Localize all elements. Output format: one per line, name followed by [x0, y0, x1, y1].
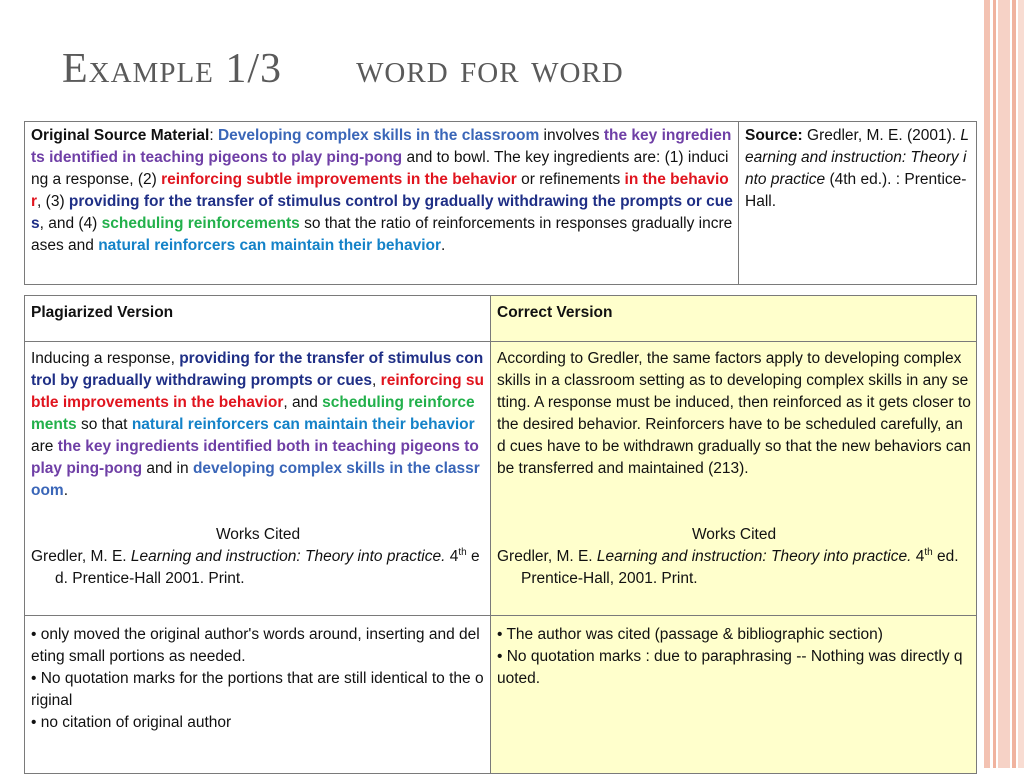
- plag-p9: are: [31, 438, 58, 455]
- src-seg2: involves: [539, 127, 604, 144]
- plag-cite-book: Learning and instruction: Theory into practice.: [130, 548, 446, 565]
- plag-note-item: • No quotation marks for the portions that are still identical to the original: [31, 670, 484, 709]
- original-source-label: Original Source Material: [31, 127, 210, 144]
- plag-works-cited: Works Cited: [215, 526, 301, 543]
- src-seg13: natural reinforcers can maintain their behavior: [98, 237, 442, 254]
- correct-cell: [491, 342, 977, 616]
- src-seg10: , and (4): [39, 215, 102, 232]
- src-seg1: Developing complex skills in the classroom: [217, 127, 540, 144]
- plag-p2: providing for the transfer of stimulus control by gradually withdrawing prompts or cues: [31, 350, 484, 389]
- plagiarized-cell: [25, 342, 491, 616]
- plag-p13: .: [63, 482, 69, 499]
- plagiarized-header: Plagiarized Version: [25, 296, 491, 342]
- src-seg7: in the behavior: [31, 171, 729, 210]
- slide-title: [62, 48, 624, 90]
- stripe: [1012, 0, 1016, 768]
- correct-header: Correct Version: [491, 296, 977, 342]
- correct-cite-rest: ed. Prentice-Hall, 2001. Print.: [521, 548, 959, 587]
- src-seg6: or refinements: [516, 171, 625, 188]
- src-seg5: reinforcing subtle improvements in the behavior: [161, 171, 517, 188]
- stripe: [993, 0, 996, 768]
- plag-p12: developing complex skills in the classroom: [31, 460, 480, 499]
- plag-p8: natural reinforcers can maintain their behavior: [131, 416, 475, 433]
- src-seg11: scheduling reinforcements: [101, 215, 300, 232]
- correct-note-item: • The author was cited (passage & bibliographic section): [497, 626, 883, 643]
- title-sub: word for word: [356, 46, 624, 92]
- comparison-table: [24, 295, 977, 774]
- correct-note-item: • No quotation marks : due to paraphrasing -- Nothing was directly quoted.: [497, 648, 963, 687]
- source-book: Learning and instruction: Theory into practice: [745, 127, 969, 188]
- plag-p10: the key ingredients identified both in teaching pigeons to play ping-pong: [31, 438, 479, 477]
- source-citation-cell: [739, 122, 977, 285]
- correct-text: According to Gredler, the same factors apply to developing complex skills in a classroom setting as to developing complex skills in any setting. A response must be induced, then reinforced as it gets closer to the desired behavior. Reinforcers have to be scheduled carefully, and cues have to be withdrawn gradually so that the new behaviors can be transferred and maintained (213).: [497, 350, 971, 477]
- src-seg14: .: [441, 237, 446, 254]
- source-table: [24, 121, 977, 285]
- source-label: Source:: [745, 127, 803, 144]
- stripe: [998, 0, 1010, 768]
- correct-citation: [497, 546, 971, 590]
- plag-p4: reinforcing subtle improvements in the behavior: [31, 372, 485, 411]
- notes-row: [25, 616, 977, 774]
- plag-cite-rest: ed. Prentice-Hall 2001. Print.: [55, 548, 480, 587]
- plag-p1: Inducing a response,: [31, 350, 180, 367]
- correct-works-cited: Works Cited: [691, 526, 777, 543]
- correct-notes-cell: [491, 616, 977, 774]
- plag-cite-ed: 4: [445, 548, 459, 565]
- plag-p7: so that: [76, 416, 132, 433]
- plag-p6: scheduling reinforcements: [31, 394, 475, 433]
- src-seg3: the key ingredients identified in teaching pigeons to play ping-pong: [31, 127, 732, 166]
- src-seg4: and to bowl. The key ingredients are: (1) inducing a response, (2): [31, 149, 729, 188]
- original-source-cell: [25, 122, 739, 285]
- plagiarized-notes-cell: [25, 616, 491, 774]
- src-seg12: so that the ratio of reinforcements in responses gradually increases and: [31, 215, 733, 254]
- plag-cite-sup: th: [458, 546, 467, 558]
- header-row: [25, 296, 977, 342]
- correct-cite-author: Gredler, M. E.: [497, 548, 597, 565]
- correct-cite-book: Learning and instruction: Theory into practice.: [596, 548, 912, 565]
- correct-cite-sup: th: [924, 546, 933, 558]
- source-rest: (4th ed.). : Prentice-Hall.: [745, 171, 967, 210]
- label-colon: :: [209, 127, 214, 144]
- title-main: Example 1/3: [62, 46, 283, 92]
- src-seg8: , (3): [37, 193, 69, 210]
- source-author: Gredler, M. E. (2001).: [802, 127, 961, 144]
- source-row: [25, 122, 977, 285]
- src-seg9: providing for the transfer of stimulus control by gradually withdrawing the prompts or cues: [31, 193, 733, 232]
- plag-note-item: • no citation of original author: [31, 714, 232, 731]
- correct-cite-ed: 4: [911, 548, 925, 565]
- plag-cite-author: Gredler, M. E.: [31, 548, 131, 565]
- decorative-stripes: [984, 0, 1024, 768]
- plag-p5: , and: [283, 394, 323, 411]
- version-row: [25, 342, 977, 616]
- stripe: [984, 0, 990, 768]
- plag-p11: and in: [142, 460, 193, 477]
- plag-note-item: • only moved the original author's words around, inserting and deleting small portions as needed.: [31, 626, 480, 665]
- stripe: [1018, 0, 1024, 768]
- plag-p3: ,: [372, 372, 381, 389]
- plag-citation: [31, 546, 485, 590]
